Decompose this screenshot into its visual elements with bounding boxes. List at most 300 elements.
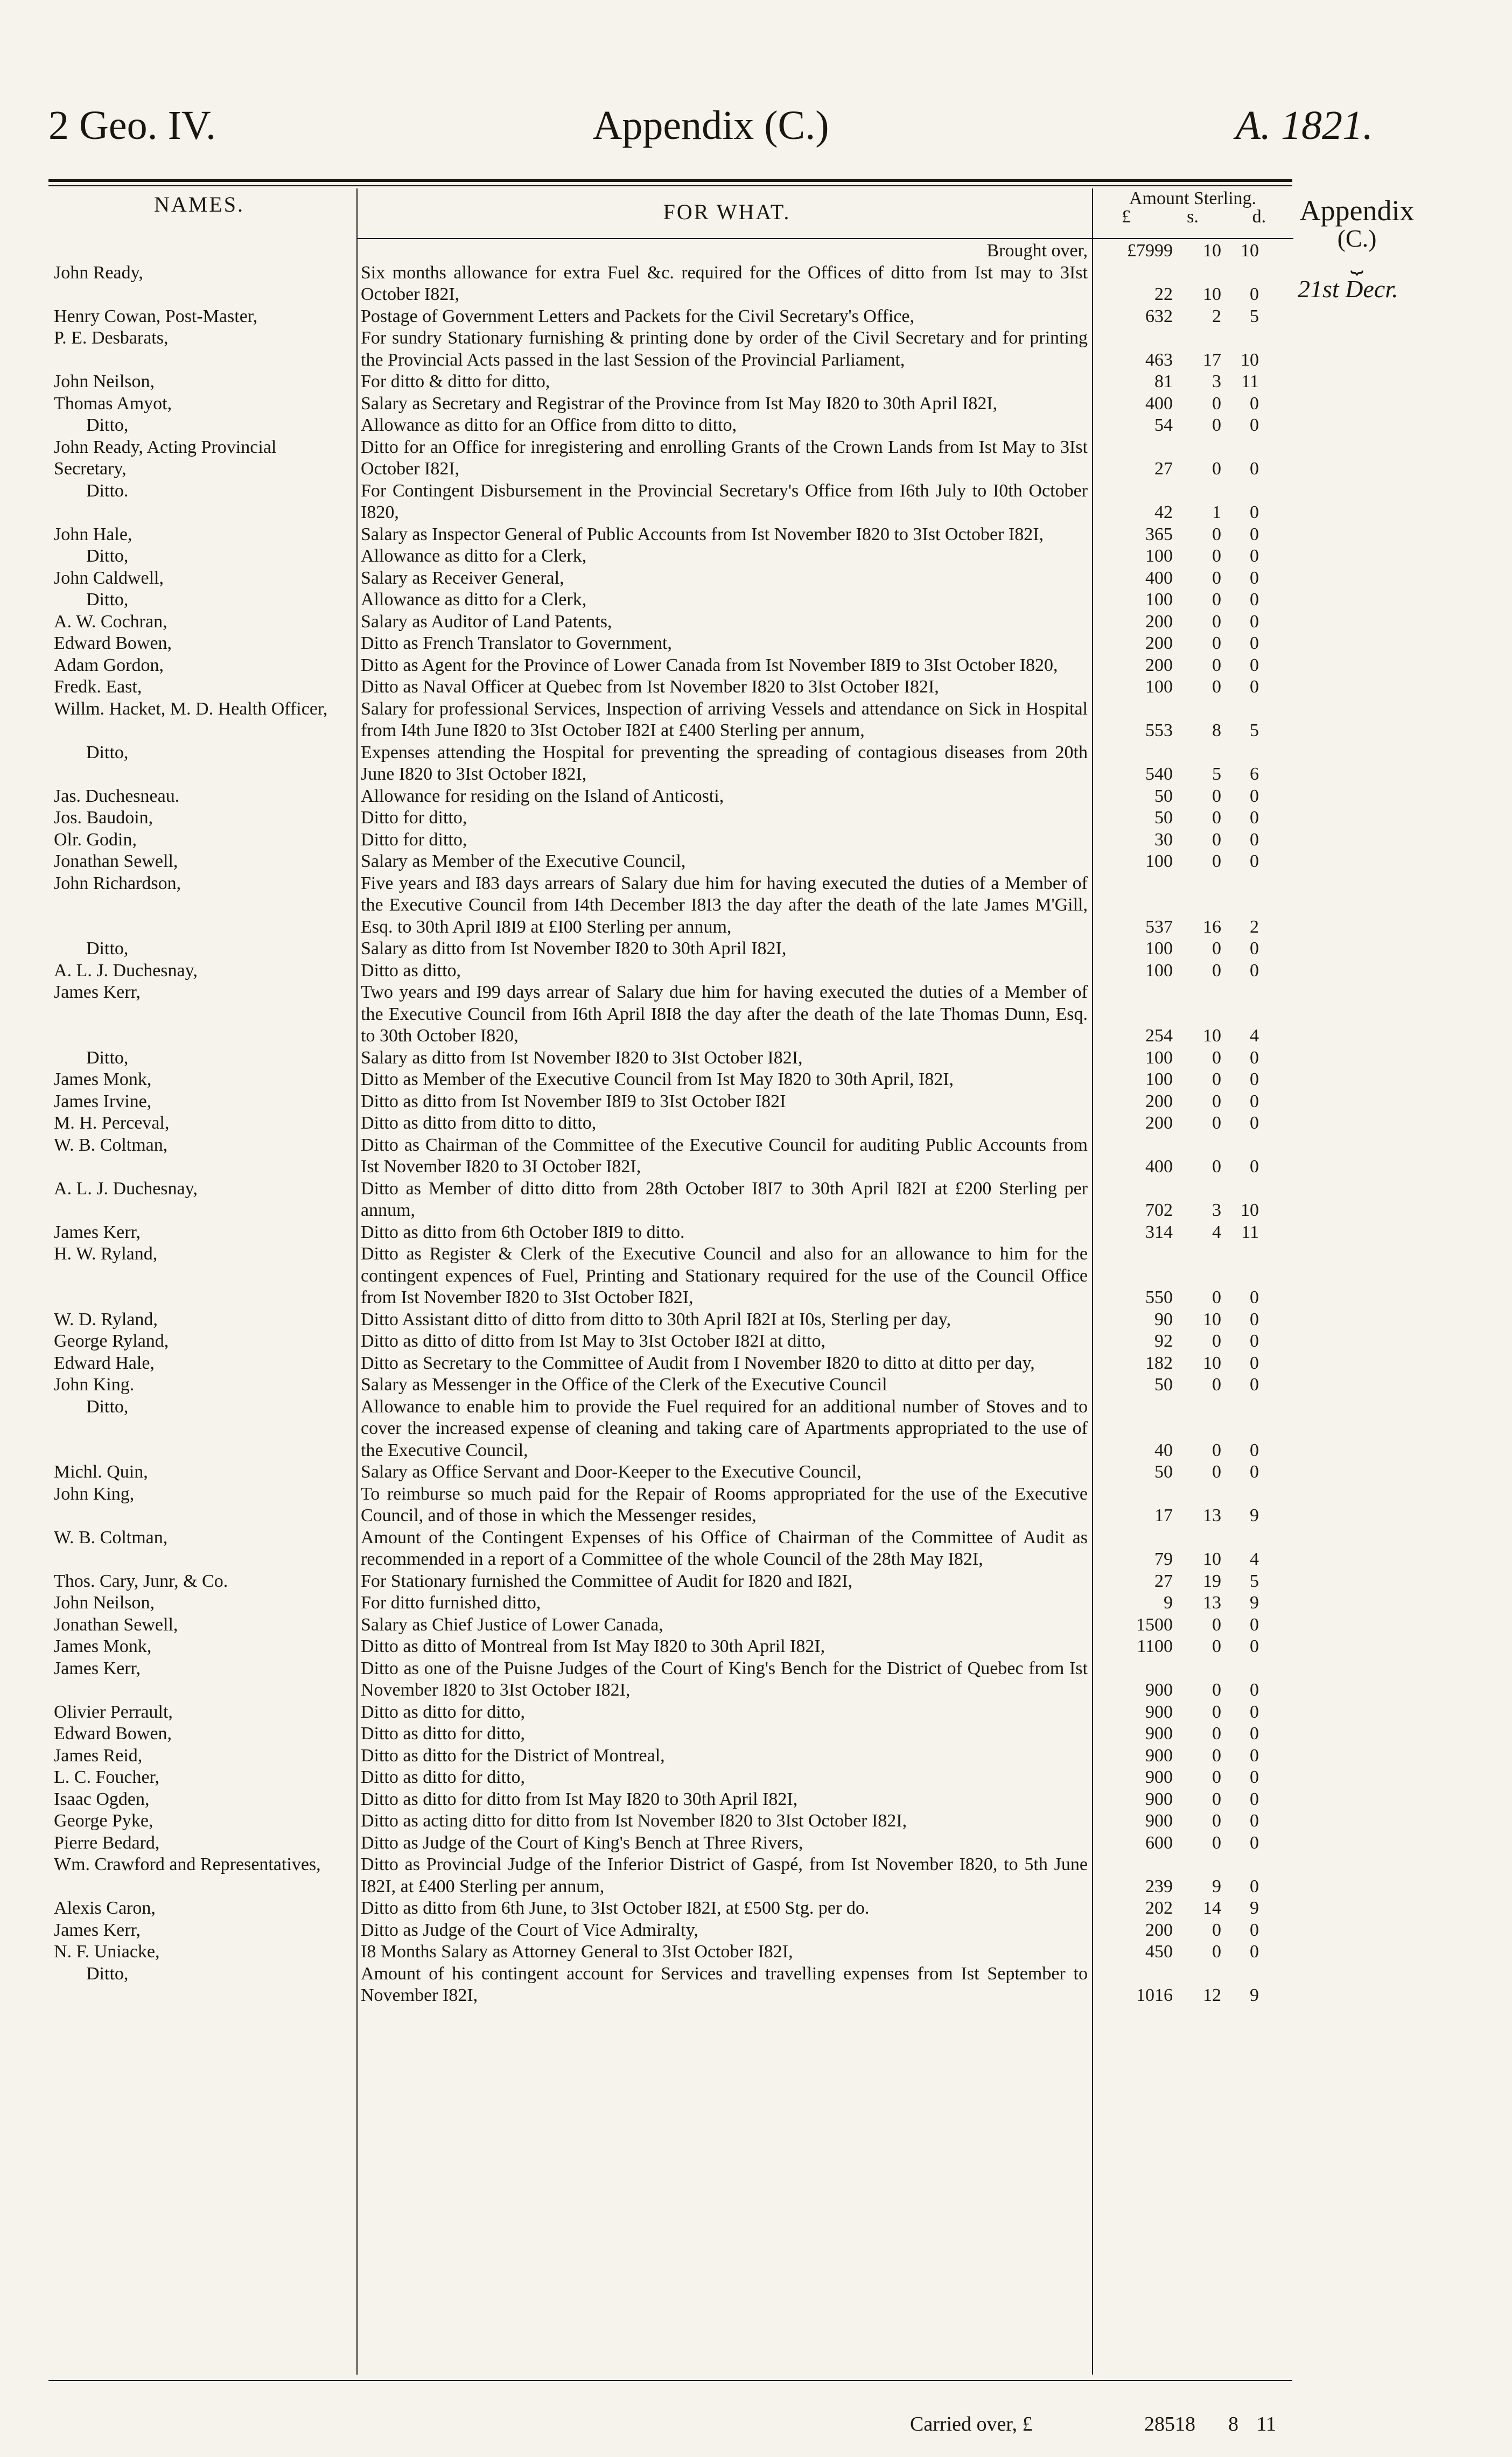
amount-pounds: 81: [1154, 372, 1173, 391]
entry-description: Salary as Receiver General,: [361, 568, 564, 588]
amount-pence: 0: [1250, 1724, 1259, 1744]
amount-pence: 0: [1250, 415, 1259, 435]
entry-name: James Monk,: [54, 1069, 152, 1089]
table-row: [48, 1069, 1293, 1091]
entry-name: H. W. Ryland,: [54, 1244, 158, 1264]
margin-date: 21st Decr.: [1298, 275, 1398, 303]
amount-shillings: 4: [1212, 1222, 1221, 1242]
amount-pence: 5: [1250, 720, 1259, 740]
entry-name: John Neilson,: [54, 372, 155, 391]
entry-amount: [1092, 1047, 1293, 1069]
amount-pounds: 239: [1145, 1876, 1173, 1896]
amount-pence: 0: [1250, 655, 1259, 675]
amount-pounds: 365: [1145, 524, 1173, 544]
amount-pounds: 40: [1154, 1440, 1173, 1460]
entry-name: John Neilson,: [54, 1593, 155, 1613]
entry-description: Allowance as ditto for an Office from ditto to ditto,: [361, 415, 737, 435]
amount-pence: 0: [1250, 1287, 1259, 1307]
entry-description: Salary as ditto from Ist November I820 to 30th April I82I,: [361, 939, 787, 958]
amount-pence: 4: [1250, 1549, 1259, 1569]
entry-name: Michl. Quin,: [54, 1462, 148, 1482]
entry-description: Ditto as Judge of the Court of King's Bench at Three Rivers,: [361, 1832, 803, 1853]
entry-amount: [1092, 568, 1293, 590]
amount-shillings: 0: [1212, 1287, 1221, 1307]
amount-pounds: 50: [1154, 1375, 1173, 1395]
amount-pence: 0: [1250, 677, 1259, 697]
amount-pence: 10: [1241, 349, 1259, 370]
entry-amount: [1092, 1135, 1293, 1178]
entry-amount: [1092, 1963, 1293, 2007]
amount-pounds: 400: [1145, 568, 1173, 588]
entry-name: Wm. Crawford and Representatives,: [54, 1854, 321, 1874]
footer-rule: [48, 2380, 1292, 2381]
amount-shillings: 0: [1212, 960, 1221, 981]
entry-name: John Richardson,: [54, 873, 181, 893]
amount-pence: 0: [1250, 1767, 1259, 1787]
amount-pence: 0: [1250, 808, 1259, 828]
amount-pounds: £7999: [1127, 241, 1173, 261]
amount-pounds: 27: [1154, 1571, 1173, 1591]
entry-amount: [1092, 611, 1293, 633]
entry-amount: [1092, 1767, 1293, 1789]
entry-description: Ditto as ditto,: [361, 960, 461, 981]
entry-description: Allowance to enable him to provide the Fuel required for an additional number of Stoves and to cover the increased expense of cleaning and taking care of Apartments appropriated to the use of the Executive Council,: [361, 1396, 1088, 1460]
amount-pence: 0: [1250, 590, 1259, 610]
table-row: [48, 1810, 1293, 1832]
table-row: [48, 1135, 1293, 1178]
table-row: [48, 1243, 1293, 1309]
amount-pence: 0: [1250, 786, 1259, 806]
amount-pounds: 450: [1145, 1942, 1173, 1962]
entry-name: Isaac Ogden,: [54, 1789, 150, 1809]
entry-amount: [1092, 545, 1293, 568]
entry-amount: [1092, 1483, 1293, 1527]
amount-pounds: 540: [1145, 764, 1173, 784]
entry-description: Salary for professional Services, Inspection of arriving Vessels and attendance on Sick in Hospital from I4th June I820 to 3Ist October I82I at £400 Sterling per annum,: [361, 698, 1088, 740]
amount-pence: 0: [1250, 851, 1259, 871]
table-row: [48, 393, 1293, 415]
entry-description: Ditto as Chairman of the Committee of the Executive Council for auditing Public Accounts from Ist November I820 to 3I October I82I,: [361, 1135, 1088, 1177]
amount-pounds: 92: [1154, 1331, 1173, 1351]
table-row: [48, 1461, 1293, 1483]
amount-shillings: 0: [1212, 1440, 1221, 1460]
entry-description: Ditto as ditto of ditto from Ist May to 3Ist October I82I at ditto,: [361, 1331, 826, 1351]
amount-pounds: 1100: [1137, 1636, 1173, 1656]
amount-pence: 6: [1250, 764, 1259, 784]
table-row: [48, 807, 1293, 829]
entry-description: Ditto as Judge of the Court of Vice Admiralty,: [361, 1920, 698, 1940]
entry-amount: [1092, 960, 1293, 982]
amount-pounds: 553: [1145, 720, 1173, 740]
entry-description: Salary as ditto from Ist November I820 to 3Ist October I82I,: [361, 1047, 803, 1068]
entry-amount: [1092, 1941, 1293, 1963]
entry-amount: [1092, 1527, 1293, 1571]
entry-amount: [1092, 982, 1293, 1047]
amount-pounds: 100: [1145, 960, 1173, 981]
pounds-header: £: [1122, 207, 1131, 227]
amount-pence: 0: [1250, 1876, 1259, 1896]
ledger-table: [48, 240, 1293, 2007]
entry-name: Jas. Duchesneau.: [54, 786, 180, 806]
table-row: [48, 1222, 1293, 1244]
table-row: [48, 1658, 1293, 1702]
amount-shillings: 10: [1203, 1026, 1221, 1046]
entry-description: Ditto as French Translator to Government,: [361, 633, 672, 653]
amount-pounds: 22: [1154, 284, 1173, 304]
entry-name: Edward Bowen,: [54, 1724, 172, 1744]
amount-pounds: 537: [1145, 916, 1173, 937]
table-row: [48, 327, 1293, 371]
amount-pence: 0: [1250, 1942, 1259, 1962]
entry-name: Thomas Amyot,: [54, 393, 172, 414]
entry-amount: [1092, 1331, 1293, 1353]
carried-over-total: [1131, 2412, 1292, 2436]
entry-amount: [1092, 306, 1293, 328]
amount-shillings: 16: [1203, 916, 1221, 937]
entry-description: Five years and I83 days arrears of Salary due him for having executed the duties of a Member of the Executive Council from I4th December I8I3 the day after the death of the late James M'Gill, Esq. to 30th April I8I9 at £I00 Sterling per annum,: [361, 873, 1088, 937]
entry-name: John Ready,: [54, 262, 143, 283]
entry-name: W. D. Ryland,: [54, 1309, 158, 1329]
entry-description: Salary as Chief Justice of Lower Canada,: [361, 1614, 663, 1635]
entry-name: Ditto,: [86, 1047, 129, 1068]
amount-pounds: 900: [1145, 1811, 1173, 1831]
entry-name: Jonathan Sewell,: [54, 851, 178, 871]
amount-pence: 0: [1250, 829, 1259, 850]
entry-name: John Caldwell,: [54, 568, 164, 588]
table-row: [48, 851, 1293, 873]
entry-amount: [1092, 1374, 1293, 1396]
amount-shillings: 0: [1212, 1091, 1221, 1111]
table-row: [48, 1047, 1293, 1069]
table-row: [48, 1353, 1293, 1375]
table-row: [48, 960, 1293, 982]
table-row: [48, 1854, 1293, 1898]
amount-pence: 0: [1250, 611, 1259, 632]
entry-amount: [1092, 1243, 1293, 1309]
margin-brace-icon: ⏟: [1350, 249, 1363, 274]
amount-shillings: 0: [1212, 829, 1221, 850]
amount-pounds: 100: [1145, 590, 1173, 610]
amount-pence: 0: [1250, 1309, 1259, 1329]
table-row: [48, 1527, 1293, 1571]
entry-amount: [1092, 676, 1293, 698]
entry-description: Ditto as Provincial Judge of the Inferior District of Gaspé, from Ist November I820, to 5th June I82I, at £400 Sterling per annum,: [361, 1854, 1088, 1896]
entry-name: James Kerr,: [54, 1658, 141, 1678]
amount-pence: 0: [1250, 284, 1259, 304]
entry-amount: [1092, 938, 1293, 960]
entry-description: Ditto as Agent for the Province of Lower Canada from Ist November I8I9 to 3Ist October I820,: [361, 655, 1058, 675]
entry-name: Ditto,: [86, 546, 129, 566]
amount-shillings: 17: [1203, 349, 1221, 370]
amount-pence: 0: [1250, 502, 1259, 522]
margin-note: [1298, 194, 1416, 303]
entry-description: Ditto Assistant ditto of ditto from ditto to 30th April I82I at I0s, Sterling per day,: [361, 1309, 951, 1329]
amount-shillings: 0: [1212, 1462, 1221, 1482]
carried-over-label: Carried over, £: [910, 2413, 1033, 2435]
entry-description: Amount of the Contingent Expenses of his Office of Chairman of the Committee of Audit as recommended in a report of a Committee of the whole Council of the 28th May I82I,: [361, 1527, 1088, 1569]
amount-shillings: 0: [1212, 1702, 1221, 1722]
table-row: [48, 1483, 1293, 1527]
entry-name: W. B. Coltman,: [54, 1135, 168, 1155]
entry-description: Ditto as ditto for ditto,: [361, 1724, 526, 1744]
table-row: [48, 1571, 1293, 1593]
amount-pounds: 200: [1145, 1091, 1173, 1111]
amount-pounds: 30: [1154, 829, 1173, 850]
entry-name: John King,: [54, 1483, 135, 1504]
entry-name: Edward Hale,: [54, 1353, 155, 1373]
entry-description: Allowance for residing on the Island of Anticosti,: [361, 786, 724, 806]
amount-pence: 0: [1250, 1113, 1259, 1133]
entry-name: Ditto,: [86, 742, 129, 762]
amount-shillings: 10: [1203, 1353, 1221, 1373]
amount-shillings: 0: [1212, 851, 1221, 871]
amount-shillings: 8: [1212, 720, 1221, 740]
entry-name: Ditto,: [86, 939, 129, 958]
entry-amount: [1092, 1309, 1293, 1331]
entry-amount: [1092, 1091, 1293, 1113]
entry-amount: [1092, 1222, 1293, 1244]
amount-pence: 0: [1250, 1745, 1259, 1766]
amount-pounds: 600: [1145, 1832, 1173, 1853]
entry-amount: [1092, 393, 1293, 415]
entry-name: James Kerr,: [54, 982, 141, 1002]
entry-amount: [1092, 589, 1293, 611]
amount-pence: 9: [1250, 1898, 1259, 1918]
entry-amount: [1092, 742, 1293, 786]
amount-shillings: 0: [1212, 808, 1221, 828]
table-row: [48, 1091, 1293, 1113]
entry-description: Ditto as ditto from 6th June, to 3Ist October I82I, at £500 Stg. per do.: [361, 1898, 870, 1918]
entry-name: Ditto,: [86, 1396, 129, 1417]
entry-description: For Contingent Disbursement in the Provincial Secretary's Office from I6th July to I0th October I820,: [361, 480, 1088, 522]
table-row: [48, 1789, 1293, 1811]
entry-name: James Kerr,: [54, 1222, 141, 1242]
amount-pence: 0: [1250, 1331, 1259, 1351]
entry-description: Ditto as Secretary to the Committee of Audit from I November I820 to ditto at ditto per day,: [361, 1353, 1035, 1373]
table-row: [48, 524, 1293, 546]
amount-pounds: 254: [1145, 1026, 1173, 1046]
pence-header: d.: [1252, 207, 1266, 227]
entry-amount: [1092, 1832, 1293, 1854]
table-row: [48, 1614, 1293, 1636]
entry-name: George Pyke,: [54, 1811, 153, 1831]
amount-shillings: 10: [1203, 284, 1221, 304]
amount-shillings: 13: [1203, 1593, 1221, 1613]
entry-description: Salary as Office Servant and Door-Keeper to the Executive Council,: [361, 1462, 862, 1482]
entry-name: M. H. Perceval,: [54, 1113, 170, 1133]
entry-amount: [1092, 524, 1293, 546]
amount-shillings: 0: [1212, 1942, 1221, 1962]
amount-pounds: 200: [1145, 655, 1173, 675]
table-row: [48, 545, 1293, 568]
amount-shillings: 0: [1212, 1767, 1221, 1787]
header-rule-thick: [48, 179, 1292, 182]
amount-pounds: 400: [1145, 393, 1173, 414]
amount-shillings: 5: [1212, 764, 1221, 784]
amount-pence: 0: [1250, 1636, 1259, 1656]
table-row: [48, 1963, 1293, 2007]
entry-name: A. W. Cochran,: [54, 611, 167, 632]
amount-pounds: 1500: [1136, 1614, 1173, 1635]
table-row: [48, 1636, 1293, 1658]
entry-name: Olr. Godin,: [54, 829, 137, 850]
table-row: [48, 655, 1293, 677]
entry-description: Ditto as ditto from 6th October I8I9 to ditto.: [361, 1222, 685, 1242]
entry-description: Ditto as Member of the Executive Council from Ist May I820 to 30th April, I82I,: [361, 1069, 954, 1089]
entry-amount: [1092, 1854, 1293, 1898]
amount-shillings: 0: [1212, 546, 1221, 566]
amount-shillings: 0: [1212, 415, 1221, 435]
entry-name: L. C. Foucher,: [54, 1767, 159, 1787]
amount-shillings: 2: [1212, 306, 1221, 326]
table-row: [48, 1178, 1293, 1222]
amount-pence: 0: [1250, 1680, 1259, 1700]
entry-description: For Stationary furnished the Committee of Audit for I820 and I82I,: [361, 1571, 853, 1591]
amount-pounds: 42: [1154, 502, 1173, 522]
table-row: [48, 698, 1293, 742]
entry-name: W. B. Coltman,: [54, 1527, 168, 1548]
table-row: [48, 938, 1293, 960]
entry-name: Pierre Bedard,: [54, 1832, 160, 1853]
margin-appendix-letter: (C.): [1337, 225, 1377, 252]
amount-pounds: 900: [1145, 1745, 1173, 1766]
amount-shillings: 9: [1212, 1876, 1221, 1896]
amount-pounds: 200: [1145, 633, 1173, 653]
entry-name: James Irvine,: [54, 1091, 152, 1111]
amount-shillings: 0: [1212, 568, 1221, 588]
amount-pence: 0: [1250, 1091, 1259, 1111]
entry-amount: [1092, 1112, 1293, 1135]
amount-pence: 0: [1250, 393, 1259, 414]
amount-pounds: 50: [1154, 1462, 1173, 1482]
amount-pounds: 202: [1145, 1898, 1173, 1918]
amount-shillings: 19: [1203, 1571, 1221, 1591]
amount-pence: 0: [1250, 1047, 1259, 1068]
page-year: A. 1821.: [1235, 103, 1373, 148]
amount-pounds: 9: [1164, 1593, 1173, 1613]
amount-shillings: 10: [1203, 1309, 1221, 1329]
amount-pounds: 200: [1145, 1113, 1173, 1133]
entry-description: Ditto as ditto of Montreal from Ist May I820 to 30th April I82I,: [361, 1636, 825, 1656]
entry-name: Ditto,: [86, 415, 129, 435]
amount-pence: 9: [1250, 1506, 1259, 1525]
amount-pence: 0: [1250, 1811, 1259, 1831]
entry-name: John King.: [54, 1375, 135, 1395]
amount-shillings: 3: [1212, 372, 1221, 391]
entry-description: For sundry Stationary furnishing & printing done by order of the Civil Secretary and for printing the Provincial Acts passed in the last Session of the Provincial Parliament,: [361, 328, 1088, 370]
amount-pence: 0: [1250, 546, 1259, 566]
brought-over-label: Brought over,: [986, 241, 1088, 261]
entry-name: P. E. Desbarats,: [54, 328, 169, 348]
page-header: [48, 102, 1373, 162]
amount-pounds: 550: [1145, 1287, 1173, 1307]
table-row: [48, 371, 1293, 393]
total-pounds: 28518: [1144, 2413, 1195, 2435]
table-row: [48, 1309, 1293, 1331]
entry-description: For ditto & ditto for ditto,: [361, 372, 550, 391]
amount-shillings: 0: [1212, 1789, 1221, 1809]
amount-pounds: 100: [1145, 1047, 1173, 1068]
amount-pence: 11: [1241, 372, 1259, 391]
table-row: [48, 437, 1293, 480]
amount-pence: 2: [1250, 916, 1259, 937]
table-row: [48, 1702, 1293, 1724]
amount-pounds: 54: [1154, 415, 1173, 435]
amount-shillings: 0: [1212, 590, 1221, 610]
entry-description: I8 Months Salary as Attorney General to 3Ist October I82I,: [361, 1942, 793, 1962]
entry-name: Jonathan Sewell,: [54, 1614, 178, 1635]
amount-pounds: 632: [1145, 306, 1173, 326]
entry-description: Ditto as Naval Officer at Quebec from Ist November I820 to 3Ist October I82I,: [361, 677, 939, 697]
amount-shillings: 0: [1212, 1069, 1221, 1089]
amount-shillings: 0: [1212, 939, 1221, 958]
table-row: [48, 1112, 1293, 1135]
column-header-rule: [356, 238, 1293, 239]
entry-amount: [1092, 1461, 1293, 1483]
entry-name: George Ryland,: [54, 1331, 169, 1351]
brought-over-row: [48, 240, 1293, 262]
entry-description: Ditto as Register & Clerk of the Executive Council and also for an allowance to him for the contingent expences of Fuel, Printing and Stationary required for the use of the Council Office from Ist November I820 to 3Ist October I82I,: [361, 1244, 1088, 1307]
amount-shillings: 1: [1212, 502, 1221, 522]
table-row: [48, 1767, 1293, 1789]
entry-amount: [1092, 1789, 1293, 1811]
table-row: [48, 262, 1293, 306]
amount-pence: 0: [1250, 939, 1259, 958]
entry-name: Jos. Baudoin,: [54, 808, 153, 828]
table-row: [48, 873, 1293, 939]
amount-pounds: 400: [1145, 1157, 1173, 1177]
entry-amount: [1092, 1920, 1293, 1942]
amount-shillings: 0: [1212, 1113, 1221, 1133]
amount-pence: 0: [1250, 1832, 1259, 1853]
entry-description: Ditto as ditto for ditto from Ist May I820 to 30th April I82I,: [361, 1789, 798, 1809]
entry-name: Olivier Perrault,: [54, 1702, 173, 1722]
amount-pounds: 182: [1145, 1353, 1173, 1373]
amount-shillings: 3: [1212, 1200, 1221, 1220]
entry-description: Ditto as ditto for the District of Montreal,: [361, 1745, 665, 1766]
entry-description: Ditto as one of the Puisne Judges of the Court of King's Bench for the District of Quebec from Ist November I820 to 3Ist October I82I,: [361, 1658, 1088, 1700]
entry-amount: [1092, 1614, 1293, 1636]
entry-amount: [1092, 415, 1293, 437]
amount-pence: 10: [1241, 1200, 1259, 1220]
entry-description: Ditto as ditto from Ist November I8I9 to 3Ist October I82I: [361, 1091, 786, 1111]
entry-amount: [1092, 240, 1293, 262]
table-row: [48, 589, 1293, 611]
amount-pounds: 50: [1154, 786, 1173, 806]
amount-shillings: 0: [1212, 1614, 1221, 1635]
amount-shillings: 0: [1212, 393, 1221, 414]
entry-amount: [1092, 1745, 1293, 1767]
entry-description: Amount of his contingent account for Services and travelling expenses from Ist September to November I82I,: [361, 1963, 1088, 2005]
entry-name: Ditto.: [86, 480, 129, 501]
amount-shillings: 0: [1212, 633, 1221, 653]
entry-description: For ditto furnished ditto,: [361, 1593, 541, 1613]
entry-name: Thos. Cary, Junr, & Co.: [54, 1571, 228, 1591]
entry-amount: [1092, 829, 1293, 851]
amount-shillings: 12: [1203, 1985, 1221, 2005]
amount-pounds: 463: [1145, 349, 1173, 370]
amount-pounds: 200: [1145, 611, 1173, 632]
amount-shillings: 0: [1212, 611, 1221, 632]
amount-pounds: 900: [1145, 1680, 1173, 1700]
entry-name: Ditto,: [86, 1963, 129, 1984]
entry-description: Salary as Auditor of Land Patents,: [361, 611, 612, 632]
entry-name: Ditto,: [86, 590, 129, 610]
amount-shillings: 0: [1212, 1636, 1221, 1656]
amount-shillings: 0: [1212, 1047, 1221, 1068]
entry-name: N. F. Uniacke,: [54, 1942, 160, 1962]
entry-name: Fredk. East,: [54, 677, 142, 697]
